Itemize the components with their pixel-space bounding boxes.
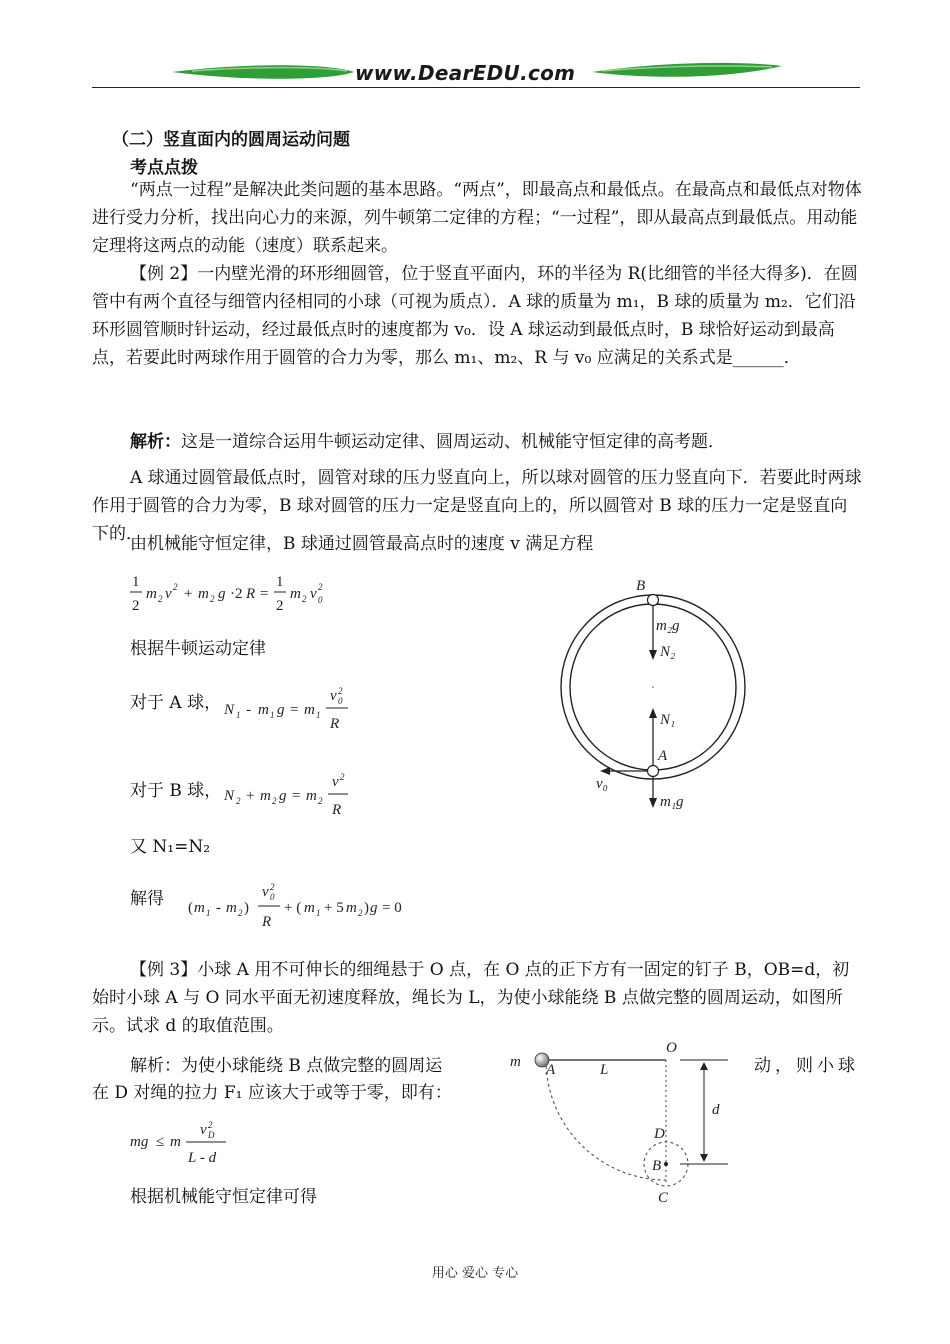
svg-text:2: 2 xyxy=(358,908,363,918)
svg-text:m: m xyxy=(304,702,315,718)
analysis-paragraph xyxy=(92,428,862,456)
svg-text:R: R xyxy=(246,586,256,602)
example3-analysis-b: 动，则小球 xyxy=(754,1056,859,1076)
svg-text:m: m xyxy=(258,702,269,718)
eq-b-render xyxy=(222,768,362,820)
svg-text:m: m xyxy=(194,900,205,916)
page-footer: 用心 爱心 专心 xyxy=(431,1266,519,1281)
eq-a-render xyxy=(222,682,362,734)
fig2-label-c: C xyxy=(658,1190,669,1206)
example2-label: 【例 2】 xyxy=(130,264,198,284)
svg-text:): ) xyxy=(244,900,249,916)
newton-label: 根据牛顿运动定律 xyxy=(130,639,266,659)
svg-text:≤: ≤ xyxy=(156,1134,165,1150)
svg-text:2: 2 xyxy=(210,594,215,604)
fig2-label-d: d xyxy=(712,1102,720,1118)
svg-text:v: v xyxy=(262,884,269,900)
svg-text:2: 2 xyxy=(318,582,323,592)
energy-law-label: 根据机械能守恒定律可得 xyxy=(130,1187,317,1207)
svg-text:=: = xyxy=(260,586,269,602)
svg-text:D: D xyxy=(208,1130,215,1140)
svg-text:R: R xyxy=(332,802,342,818)
example2-text: 一内壁光滑的环形细圆管，位于竖直平面内，环的半径为 R(比细管的半径大得多)．在圆管中有两个直径与细管内径相同的小球（可视为质点）．A 球的质量为 m₁，B 球的质量为 m₂．它们沿环形圆管顺时针运动，经过最低点时的速度都为 v₀．设 A 球运动到最低点时，B 球恰好运动到最高点，若要此时两球作用于圆管的合力为零，那么 m₁、m₂、R 与 v₀ 应满足的关系式是______． xyxy=(92,264,858,368)
svg-text:2: 2 xyxy=(318,796,323,806)
svg-text:R: R xyxy=(330,716,340,732)
svg-text:mg: mg xyxy=(130,1134,149,1150)
svg-text:N: N xyxy=(224,702,235,718)
svg-text:m: m xyxy=(146,586,157,602)
svg-text:m: m xyxy=(226,900,237,916)
example3-text: 小球 A 用不可伸长的细绳悬于 O 点，在 O 点的正下方有一固定的钉子 B，OB=d，初始时小球 A 与 O 同水平面无初速度释放，绳长为 L，为使小球能绕 B 点做完整的圆周运动，如图所示。试求 d 的取值范围。 xyxy=(92,960,850,1036)
svg-text:v: v xyxy=(165,586,172,602)
svg-text:=: = xyxy=(292,788,301,804)
fig1-label-a: A xyxy=(658,748,668,764)
svg-text:= 0: = 0 xyxy=(382,900,402,916)
svg-text:g: g xyxy=(279,788,287,804)
svg-text:2: 2 xyxy=(238,908,243,918)
svg-text:m: m xyxy=(304,900,315,916)
site-brand[interactable]: www.DearEDU.com xyxy=(355,61,576,85)
svg-text:m: m xyxy=(306,788,317,804)
svg-text:1: 1 xyxy=(316,710,321,720)
svg-text:m: m xyxy=(260,788,271,804)
fig2-label-l: L xyxy=(600,1062,609,1078)
example3-label: 【例 3】 xyxy=(130,960,198,980)
fig1-label-n2: N₂ xyxy=(660,644,676,660)
svg-text:1: 1 xyxy=(206,908,211,918)
fig1-label-b: B xyxy=(636,578,646,594)
fig1-label-m1g: m₁g xyxy=(660,794,684,810)
svg-text:1: 1 xyxy=(236,710,241,720)
header-rule xyxy=(92,87,860,88)
fig2-label-a: A xyxy=(546,1062,556,1078)
intro-paragraph: “两点一过程”是解决此类问题的基本思路。“两点”，即最高点和最低点。在最高点和最低点对物体进行受力分析，找出向心力的来源，列牛顿第二定律的方程；“一过程”，即从最高点到最低点。用动能定理将这两点的动能（速度）联系起来。 xyxy=(92,180,862,256)
svg-text:=: = xyxy=(290,702,299,718)
pressure-paragraph: A 球通过圆管最低点时，圆管对球的压力竖直向上，所以球对圆管的压力竖直向下．若要此时两球作用于圆管的合力为零，B 球对圆管的压力一定是竖直向上的，所以圆管对 B 球的压力一定是竖直向下的． xyxy=(92,468,862,544)
also-line: 又 N₁=N₂ xyxy=(130,837,211,857)
svg-text:v: v xyxy=(330,688,337,704)
svg-text:): ) xyxy=(364,900,369,916)
fig2-label-b: B xyxy=(652,1158,662,1174)
svg-text:0: 0 xyxy=(270,892,275,902)
analysis-label: 解析： xyxy=(130,432,181,452)
example3-analysis-c: 在 D 对绳的拉力 F₁ 应该大于或等于零，即有： xyxy=(92,1083,452,1103)
svg-text:m: m xyxy=(346,900,357,916)
svg-text:2: 2 xyxy=(236,796,241,806)
svg-text:m: m xyxy=(198,586,209,602)
fig1-label-v0: v₀ xyxy=(596,776,608,792)
svg-text:v: v xyxy=(332,774,339,790)
fig2-label-m: m xyxy=(510,1054,521,1070)
svg-text:v: v xyxy=(310,586,317,602)
svg-text:2: 2 xyxy=(272,796,277,806)
svg-text:2: 2 xyxy=(158,594,163,604)
svg-text:2: 2 xyxy=(208,1120,213,1130)
svg-text:2: 2 xyxy=(276,598,284,614)
svg-text:1: 1 xyxy=(270,710,275,720)
svg-text:(: ( xyxy=(188,900,193,916)
section-subtitle: 考点点拨 xyxy=(130,158,198,178)
example2-paragraph xyxy=(92,260,862,372)
pendulum-figure xyxy=(500,1034,750,1214)
svg-text:·2: ·2 xyxy=(230,586,243,602)
for-b-label: 对于 B 球， xyxy=(130,781,222,801)
svg-text:2: 2 xyxy=(340,772,345,782)
fig2-label-dd: D xyxy=(654,1126,665,1142)
svg-text:1: 1 xyxy=(132,574,140,590)
svg-text:+: + xyxy=(246,788,255,804)
fig1-label-n1: N₁ xyxy=(660,712,676,728)
svg-text:R: R xyxy=(262,914,272,930)
eq1-render xyxy=(130,568,350,618)
svg-text:-: - xyxy=(246,702,251,718)
eq-final-render xyxy=(186,876,426,932)
energy-intro: 由机械能守恒定律，B 球通过圆管最高点时的速度 v 满足方程 xyxy=(130,534,594,554)
svg-text:0: 0 xyxy=(338,696,343,706)
eq-ex3-render xyxy=(130,1116,250,1168)
svg-text:g: g xyxy=(218,586,226,602)
svg-text:N: N xyxy=(224,788,235,804)
svg-text:+ 5: + 5 xyxy=(324,900,344,916)
svg-text:g: g xyxy=(370,900,378,916)
svg-text:m: m xyxy=(290,586,301,602)
svg-text:g: g xyxy=(277,702,285,718)
svg-text:+: + xyxy=(184,586,193,602)
svg-text:1: 1 xyxy=(316,908,321,918)
svg-text:2: 2 xyxy=(302,594,307,604)
svg-text:0: 0 xyxy=(318,595,323,605)
for-a-label: 对于 A 球， xyxy=(130,693,222,713)
solve-label: 解得 xyxy=(130,889,164,909)
section-title: （二）竖直面内的圆周运动问题 xyxy=(112,130,350,150)
svg-text:m: m xyxy=(170,1134,181,1150)
svg-text:L - d: L - d xyxy=(188,1150,217,1166)
example3-paragraph xyxy=(92,956,862,1040)
svg-text:2: 2 xyxy=(338,686,343,696)
example3-analysis-a: 解析：为使小球能绕 B 点做完整的圆周运 xyxy=(130,1056,443,1076)
svg-text:-: - xyxy=(216,900,221,916)
fig2-label-o: O xyxy=(666,1040,677,1056)
svg-text:2: 2 xyxy=(270,882,275,892)
analysis-text: 这是一道综合运用牛顿运动定律、圆周运动、机械能守恒定律的高考题． xyxy=(181,432,725,452)
svg-text:2: 2 xyxy=(173,582,178,592)
ring-figure xyxy=(560,572,770,812)
svg-text:1: 1 xyxy=(276,574,284,590)
svg-text:+ (: + ( xyxy=(284,900,302,916)
svg-text:v: v xyxy=(200,1122,207,1138)
svg-text:2: 2 xyxy=(132,598,140,614)
fig1-label-m2g: m₂g xyxy=(656,618,680,634)
